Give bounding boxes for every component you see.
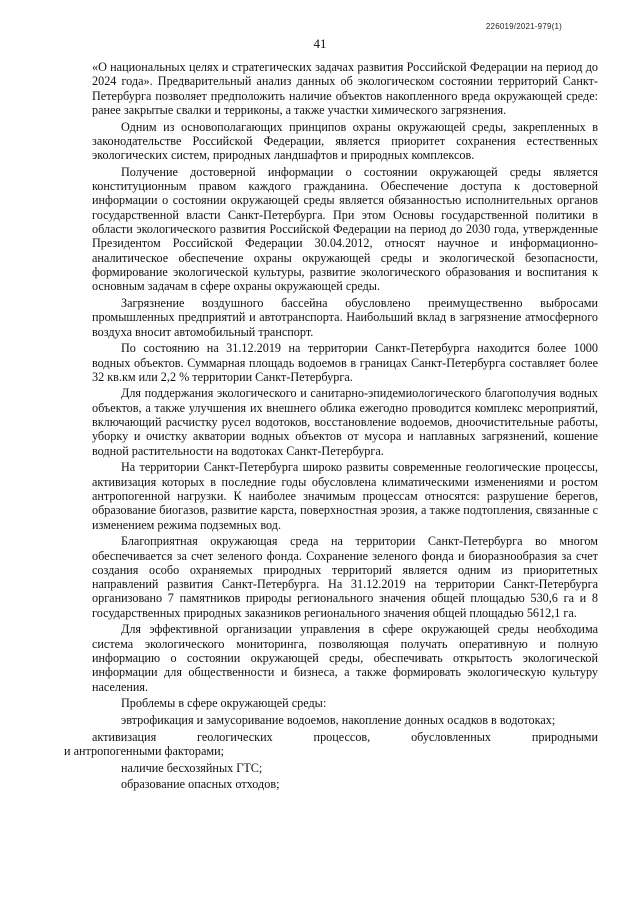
paragraph: По состоянию на 31.12.2019 на территории Санкт-Петербурга находится более 1000 водных объектов. Суммарная площадь водоемов в границах Санкт-Петербурга составляет более 32 кв.км или 2,2 % территории Санкт-Петербурга. [92,341,598,384]
page-number: 41 [313,36,327,51]
list-item: образование опасных отходов; [121,777,280,792]
list-item: наличие бесхозяйных ГТС; [121,760,263,775]
list-item-first-line: активизация геологических процессов, обусловленных природными [92,729,598,744]
list-heading: Проблемы в сфере окружающей среды: [121,696,327,711]
list-item: эвтрофикация и замусоривание водоемов, накопление донных осадков в водотоках; [121,712,556,727]
paragraph: Загрязнение воздушного бассейна обусловлено преимущественно выбросами промышленных предприятий и автотранспорта. Наибольший вклад в загрязнение атмосферного воздуха вносит автомобильный транспорт. [92,295,598,339]
document-body [64,60,598,794]
list-item [64,730,598,759]
paragraph: На территории Санкт-Петербурга широко развиты современные геологические процессы, активизация которых в последние годы обусловлена климатическими изменениями и ростом антропогенной нагрузки. К наиболее значимым процессам относятся: разрушение берегов, образование биогазов, развитие карста, поверхностная эрозия, а также подтопления, связанные с изменением режима подземных вод. [92,460,598,532]
paragraph: Для эффективной организации управления в сфере окружающей среды необходима система экологического мониторинга, позволяющая получать оперативную и полную информацию о состоянии окружающей среды, обеспечивать открытость экологической информации для общественности и бизнеса, а также формировать экологическую культуру населения. [92,622,598,694]
paragraph: Одним из основополагающих принципов охраны окружающей среды, закрепленных в законодательстве Российской Федерации, является приоритет сохранения естественных экологических систем, природных ландшафтов и природных комплексов. [92,119,598,163]
paragraph: Получение достоверной информации о состоянии окружающей среды является конституционным правом каждого гражданина. Обеспечение доступа к достоверной информации о состоянии окружающей среды является обязанностью исполнительных органов государственной власти Санкт-Петербурга. При этом Основы государственной политики в области экологического развития Российской Федерации на период до 2030 года, утвержденные Президентом Российской Федерации 30.04.2012, относят научное и информационно-аналитическое обеспечение охраны окружающей среды и экологической безопасности, формирование экологической культуры, развитие экологического образования и воспитания к основным задачам в сфере охраны окружающей среды. [92,164,598,294]
list-item-continuation: и антропогенными факторами; [64,743,224,758]
paragraph: «О национальных целях и стратегических задачах развития Российской Федерации на период до 2024 года». Предварительный анализ данных об экологическом состоянии территорий Санкт-Петербурга позволяет предположить наличие объектов накопленного вреда окружающей среде: ранее закрытые свалки и терриконы, а также участки химического загрязнения. [92,60,598,117]
document-registration-number: 226019/2021-979(1) [485,22,562,31]
paragraph: Для поддержания экологического и санитарно-эпидемиологического благополучия водных объектов, а также улучшения их внешнего облика ежегодно проводится комплекс мероприятий, включающий расчистку русел водотоков, восстановление водоемов, дноочистительные работы, уборку и очистку акватории водных объектов от мусора и наплавных загрязнений, кошение водной растительности на водотоках Санкт-Петербурга. [92,386,598,458]
paragraph: Благоприятная окружающая среда на территории Санкт-Петербурга во многом обеспечивается за счет зеленого фонда. Сохранение зеленого фонда и биоразнообразия за счет создания особо охраняемых природных территорий является одним из приоритетных направлений развития Санкт-Петербурга. На 31.12.2019 на территории Санкт-Петербурга организовано 7 памятников природы регионального значения общей площадью 530,6 га и 8 государственных природных заказников регионального значения общей площадью 5612,1 га. [92,534,598,620]
